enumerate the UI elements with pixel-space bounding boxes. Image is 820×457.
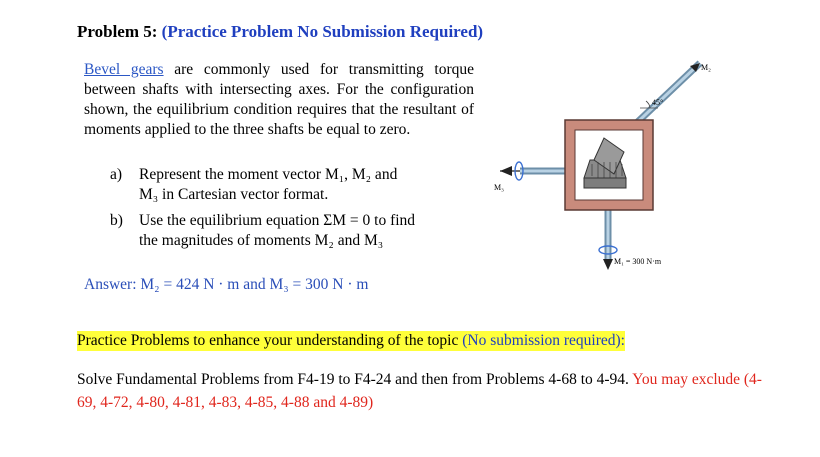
exclude-text: You may exclude (4-69, 4-72, 4-80, 4-81, 4-83, 4-85, 4-88 and 4-89) [77,371,762,411]
m1-arrowhead [603,259,613,270]
angle-label: 45° [652,98,664,107]
answer-text: Answer: M₂ = 424 N · m and M₃ = 300 N · m [84,276,369,293]
item-a-line2: M₃ in Cartesian vector format. [139,186,329,203]
practice-banner-text: Practice Problems to enhance your understanding of the topic [77,332,459,349]
list-item-b [110,211,415,251]
m2-label: M₂ [701,63,711,72]
item-a-label: a) [110,166,123,183]
problem-paragraph-text: are commonly used for transmitting torque between shafts with intersecting axes. For the configuration shown, the equilibrium condition requires that the resultant of moments applied to the three shafts be equal to zero. [84,61,474,138]
gear-hub [584,178,626,188]
item-b-label: b) [110,212,123,229]
item-b-line2: the magnitudes of moments M₂ and M₃ [139,232,384,249]
problem-paragraph [84,60,474,140]
problem-heading-note: (Practice Problem No Submission Required) [161,22,484,41]
m3-label: M₃ [494,183,504,192]
item-a-line1: Represent the moment vector M₁, M₂ and [139,166,398,183]
practice-banner [77,331,625,351]
problem-heading: Problem 5: [77,22,158,41]
m1-label: M₁ = 300 N·m [614,257,662,266]
list-item-a [110,165,397,205]
solve-text: Solve Fundamental Problems from F4-19 to F4-24 and then from Problems 4-68 to 4-94. [77,371,629,388]
solve-instructions [77,368,767,414]
practice-banner-note: (No submission required): [462,332,625,349]
problem-title [77,22,483,42]
bevel-gears-link[interactable]: Bevel gears [84,61,164,78]
bevel-gear-figure [490,48,720,278]
item-b-line1: Use the equilibrium equation ΣM = 0 to find [139,212,416,229]
